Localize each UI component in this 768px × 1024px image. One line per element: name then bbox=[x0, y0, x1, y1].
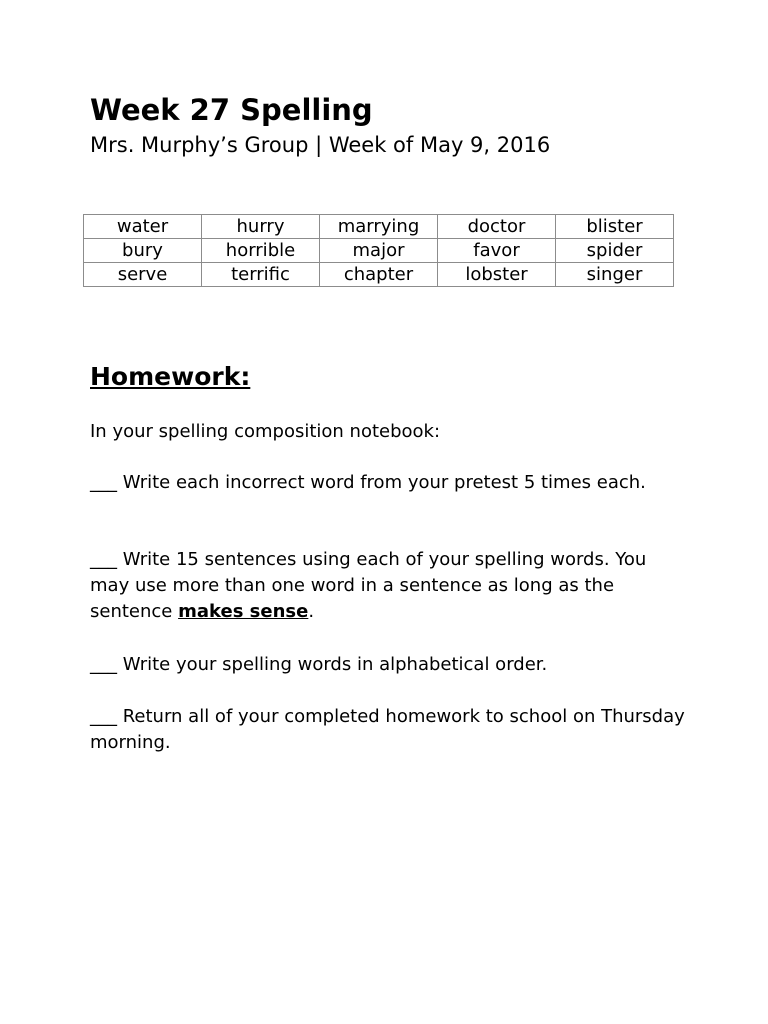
homework-heading: Homework: bbox=[90, 362, 251, 391]
table-row bbox=[84, 239, 674, 263]
homework-task bbox=[90, 652, 690, 678]
spelling-words-table bbox=[83, 214, 674, 287]
word-cell: terrific bbox=[202, 263, 320, 287]
table-row bbox=[84, 215, 674, 239]
word-cell: singer bbox=[556, 263, 674, 287]
word-cell: marrying bbox=[320, 215, 438, 239]
word-cell: doctor bbox=[438, 215, 556, 239]
word-cell: spider bbox=[556, 239, 674, 263]
emphasized-text: makes sense bbox=[178, 601, 309, 622]
task-text: Return all of your completed homework to school on Thursday morning. bbox=[90, 706, 685, 753]
word-cell: favor bbox=[438, 239, 556, 263]
checkbox-blank: ___ bbox=[90, 654, 117, 675]
checkbox-blank: ___ bbox=[90, 549, 117, 570]
word-cell: blister bbox=[556, 215, 674, 239]
word-cell: bury bbox=[84, 239, 202, 263]
word-cell: hurry bbox=[202, 215, 320, 239]
homework-task bbox=[90, 470, 690, 496]
checkbox-blank: ___ bbox=[90, 706, 117, 727]
homework-intro: In your spelling composition notebook: bbox=[90, 421, 441, 442]
checkbox-blank: ___ bbox=[90, 472, 117, 493]
table-row bbox=[84, 263, 674, 287]
word-cell: serve bbox=[84, 263, 202, 287]
task-text-end: . bbox=[308, 601, 315, 622]
task-text: Write each incorrect word from your pretest 5 times each. bbox=[117, 472, 646, 493]
task-text: Write your spelling words in alphabetical order. bbox=[117, 654, 548, 675]
homework-task bbox=[90, 547, 690, 625]
page-subtitle: Mrs. Murphy’s Group | Week of May 9, 2016 bbox=[90, 133, 551, 157]
homework-task bbox=[90, 704, 690, 756]
word-cell: lobster bbox=[438, 263, 556, 287]
page-title: Week 27 Spelling bbox=[90, 93, 373, 127]
word-cell: chapter bbox=[320, 263, 438, 287]
word-cell: water bbox=[84, 215, 202, 239]
word-cell: major bbox=[320, 239, 438, 263]
task-text: Write 15 sentences using each of your spelling words. You may use more than one word in a sentence as long as the sentence bbox=[90, 549, 647, 622]
word-cell: horrible bbox=[202, 239, 320, 263]
